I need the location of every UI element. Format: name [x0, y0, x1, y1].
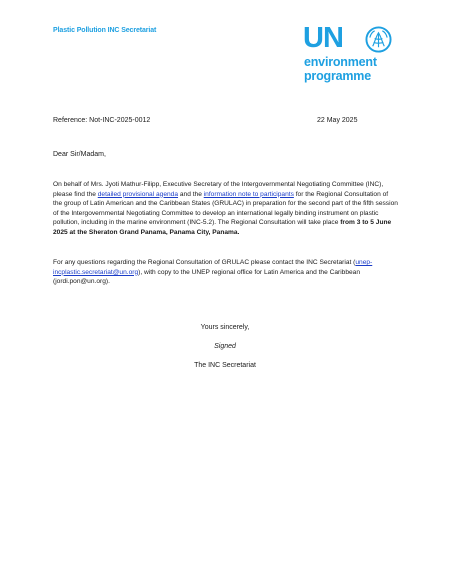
p1-text-2: and the — [178, 190, 204, 198]
p1-text-3: for the Regional Consultation of the group of Latin American and the Caribbean States (GRULAC) in preparation for the second part of the fifth session of the Intergovernmental Negotiating Committee to develop an international legally binding instrument on plastic pollution, including in the marine environment (INC-5.2). The Regional Consultation will take place — [53, 190, 398, 227]
paragraph-contact — [53, 258, 398, 287]
signature-line: The INC Secretariat — [194, 362, 256, 369]
information-note-link[interactable]: information note to participants — [203, 190, 294, 198]
p2-text-2: ), with copy to the UNEP regional office for Latin America and the Caribbean (jordi.pon@un.org). — [53, 268, 360, 286]
paragraph-invitation — [53, 180, 398, 238]
p1-text-1: On behalf of Mrs. Jyoti Mathur-Filipp, Executive Secretary of the Intergovernmental Negotiating Committee (INC), please find the — [53, 181, 384, 198]
logo-line-programme: programme — [304, 69, 371, 83]
secretariat-email-link[interactable]: unep-incplastic.secretariat@un.org — [53, 259, 373, 276]
salutation: Dear Sir/Madam, — [53, 151, 106, 158]
closing-line: Yours sincerely, — [200, 324, 250, 331]
p1-venue-bold: from 3 to 5 June 2025 at the Sheraton Grand Panama, Panama City, Panama. — [53, 219, 392, 236]
reference-number: Reference: Not-INC-2025-0012 — [53, 117, 151, 124]
letter-date: 22 May 2025 — [317, 117, 358, 124]
unep-logo — [303, 24, 403, 88]
signed-note: Signed — [214, 343, 236, 350]
agenda-link[interactable]: detailed provisional agenda — [97, 190, 179, 198]
secretariat-name: Plastic Pollution INC Secretariat — [53, 27, 157, 34]
logo-line-environment: environment — [304, 55, 377, 69]
logo-un-text: UN — [303, 22, 343, 54]
un-emblem-icon — [365, 26, 392, 53]
p2-text-1: For any questions regarding the Regional Consultation of GRULAC please contact the INC Secretariat ( — [53, 259, 356, 266]
